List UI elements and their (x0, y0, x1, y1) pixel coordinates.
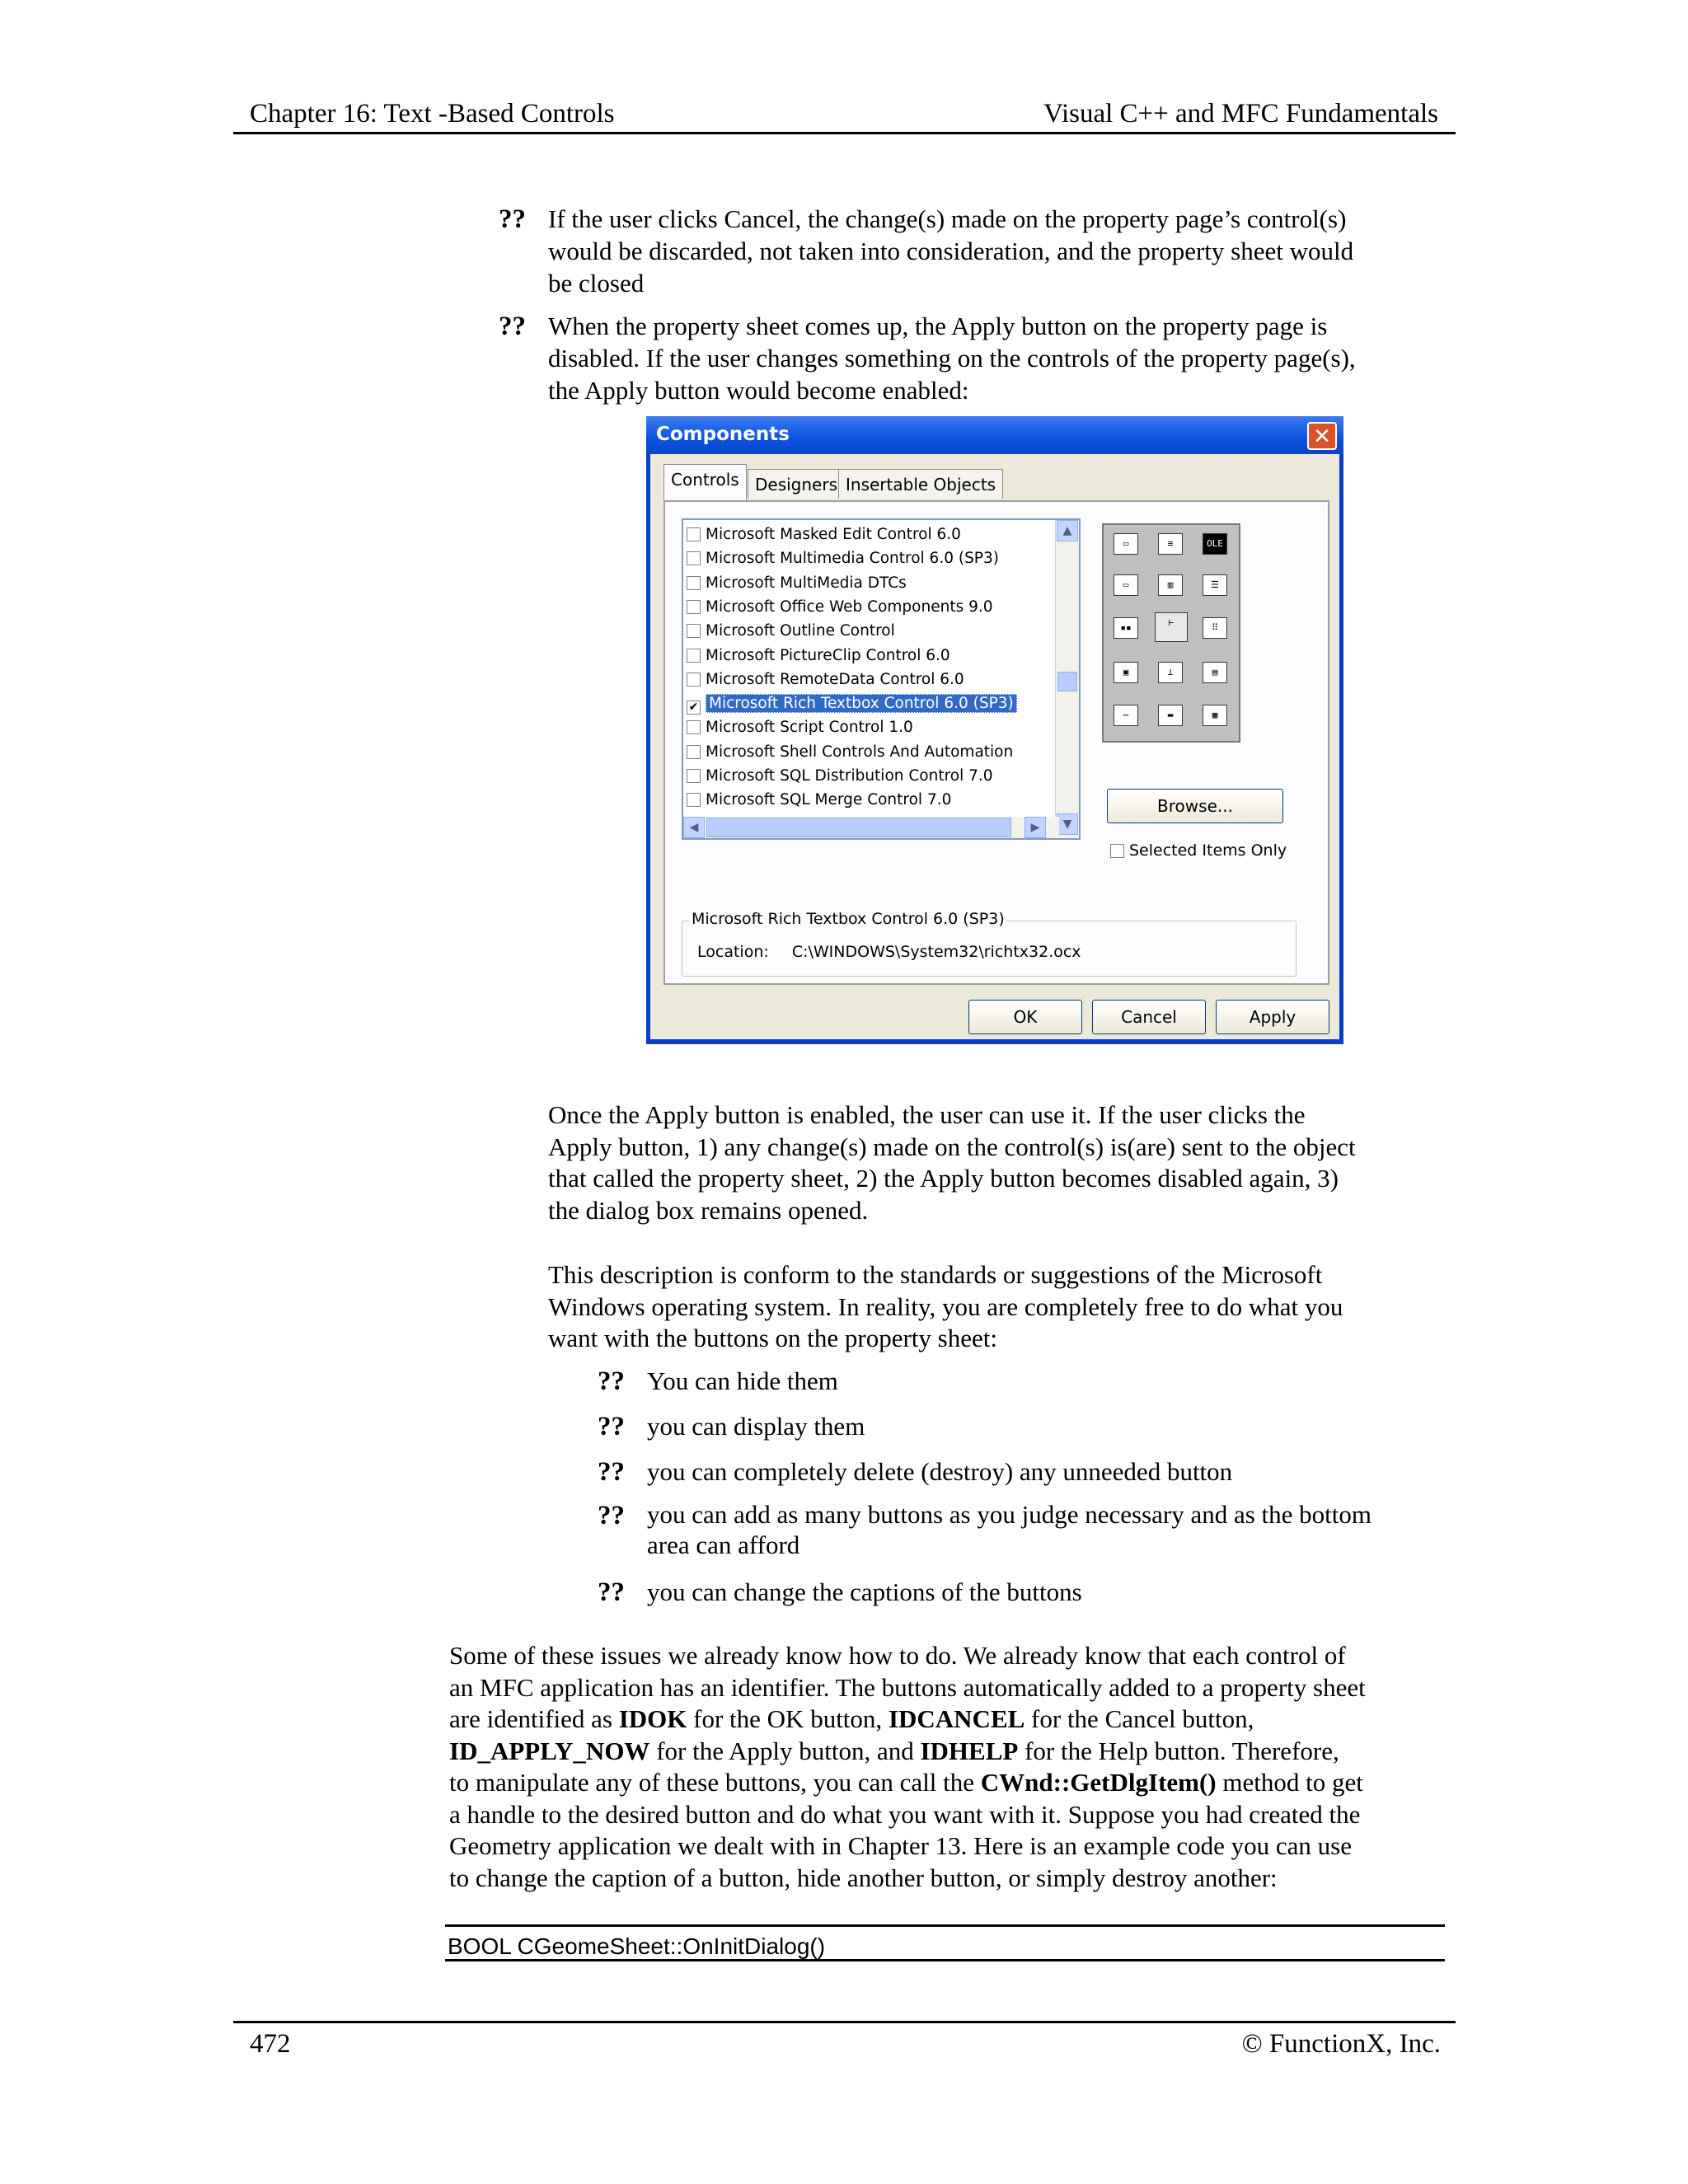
text-span: for the Help button. Therefore, (1018, 1736, 1339, 1765)
text-line: When the property sheet comes up, the Apply button on the property page is (548, 312, 1328, 340)
bullet-glyph: ?? (499, 204, 526, 234)
bullet-captions (647, 1576, 1441, 1608)
code-line: BOOL CGeomeSheet::OnInitDialog() (448, 1933, 826, 1959)
bullet-delete (647, 1455, 1441, 1488)
text-line: disabled. If the user changes something on the controls of the property page(s), (548, 344, 1356, 373)
location-label: Location: (697, 943, 769, 961)
list-item[interactable] (687, 620, 895, 643)
tab-controls[interactable]: Controls (663, 464, 747, 500)
text-line: area can afford (647, 1530, 800, 1559)
bullet-glyph: ?? (598, 1457, 625, 1487)
bullet-glyph: ?? (598, 1501, 625, 1530)
checkbox[interactable] (687, 600, 701, 614)
text-line: Apply button, 1) any change(s) made on the control(s) is(are) sent to the object (548, 1132, 1356, 1161)
paragraph-identifiers (449, 1640, 1441, 1894)
apply-button[interactable]: Apply (1216, 1000, 1329, 1034)
checkbox[interactable] (687, 793, 701, 807)
list-item-label: Microsoft Multimedia Control 6.0 (SP3) (706, 550, 999, 568)
scroll-down-icon[interactable]: ▼ (1057, 813, 1078, 835)
dialog-titlebar (646, 416, 1343, 454)
bullet-cancel (548, 203, 1441, 299)
palette-item-icon: ▥ (1158, 574, 1183, 596)
palette-item-icon: ▣ (1114, 662, 1138, 683)
running-header-chapter: Chapter 16: Text -Based Controls (250, 99, 615, 129)
group-legend: Microsoft Rich Textbox Control 6.0 (SP3) (689, 910, 1007, 928)
list-item-label: Microsoft RemoteData Control 6.0 (706, 670, 964, 688)
palette-item-icon: ▭ (1114, 574, 1138, 596)
checkbox[interactable] (687, 551, 701, 565)
checkbox[interactable] (687, 527, 701, 541)
scroll-up-icon[interactable]: ▲ (1057, 520, 1078, 541)
text-line: If the user clicks Cancel, the change(s) made on the property page’s control(s) (548, 204, 1347, 233)
list-item-label: Microsoft Office Web Components 9.0 (706, 598, 993, 616)
list-item-label: Microsoft Masked Edit Control 6.0 (706, 526, 961, 543)
getdlgitem-method: CWnd::GetDlgItem() (980, 1768, 1217, 1797)
dialog-body (650, 454, 1339, 1039)
ok-button[interactable]: OK (968, 1000, 1082, 1034)
text-line (449, 1767, 1441, 1799)
selected-items-only[interactable] (1110, 841, 1287, 860)
text-line: would be discarded, not taken into consideration, and the property sheet would (548, 237, 1354, 265)
copyright: © FunctionX, Inc. (1241, 2029, 1441, 2059)
bullet-glyph: ?? (499, 312, 526, 341)
text-line: you can completely delete (destroy) any unneeded button (647, 1457, 1233, 1486)
list-item-label: Microsoft SQL Distribution Control 7.0 (706, 767, 993, 785)
dialog-title: Components (656, 424, 790, 445)
text-line: Some of these issues we already know how to do. We already know that each control of (449, 1641, 1346, 1670)
list-item-label: Microsoft SQL Merge Control 7.0 (706, 791, 952, 809)
tree-icon: ⊢ (1155, 612, 1188, 642)
checkbox[interactable] (687, 624, 701, 638)
location-value: C:\WINDOWS\System32\richtx32.ocx (791, 943, 1081, 961)
components-list[interactable] (682, 518, 1081, 840)
text-line: Geometry application we dealt with in Chapter 13. Here is an example code you can use (449, 1831, 1352, 1860)
list-item-label: Microsoft Rich Textbox Control 6.0 (SP3) (706, 694, 1017, 713)
list-item[interactable] (687, 741, 1013, 764)
list-item[interactable] (687, 644, 950, 668)
hscroll-thumb[interactable] (706, 818, 1011, 837)
scroll-right-icon[interactable]: ▶ (1025, 817, 1046, 838)
palette-item-icon: ⊥ (1158, 662, 1183, 683)
checked-checkbox-icon[interactable]: ✔ (687, 701, 701, 715)
cancel-button[interactable]: Cancel (1092, 1000, 1206, 1034)
list-item-label: Microsoft Outline Control (706, 622, 895, 640)
checkbox[interactable] (687, 769, 701, 783)
palette-item-icon: ☰ (1203, 574, 1227, 596)
text-line: you can add as many buttons as you judge necessary and as the bottom (647, 1500, 1372, 1529)
components-dialog (646, 416, 1343, 1044)
bullet-display (647, 1410, 1441, 1442)
text-line: You can hide them (647, 1366, 838, 1395)
text-line: This description is conform to the standards or suggestions of the Microsoft (548, 1260, 1323, 1289)
checkbox[interactable] (687, 576, 701, 590)
list-item-label: Microsoft MultiMedia DTCs (706, 574, 907, 592)
horizontal-scrollbar[interactable] (683, 817, 1059, 838)
bullet-glyph: ?? (598, 1577, 625, 1607)
code-top-rule (445, 1924, 1445, 1927)
text-line: to change the caption of a button, hide another button, or simply destroy another: (449, 1863, 1278, 1892)
scroll-thumb[interactable] (1057, 672, 1077, 691)
vertical-scrollbar[interactable] (1055, 520, 1079, 838)
text-span: for the Apply button, and (649, 1736, 921, 1765)
bullet-add (647, 1499, 1441, 1560)
text-span: are identified as (449, 1704, 619, 1733)
page-number: 472 (250, 2029, 291, 2059)
paragraph-apply-enabled (548, 1099, 1441, 1226)
bullet-glyph: ?? (598, 1366, 625, 1396)
tab-panel (663, 500, 1329, 985)
id-apply-now-identifier: ID_APPLY_NOW (449, 1736, 650, 1765)
bullet-glyph: ?? (598, 1412, 625, 1441)
palette-item-icon: ▦ (1203, 705, 1227, 726)
list-item-label: Microsoft Script Control 1.0 (706, 719, 913, 737)
selected-items-only-checkbox[interactable] (1110, 844, 1124, 858)
close-button[interactable]: ✕ (1307, 422, 1337, 450)
text-line: the dialog box remains opened. (548, 1195, 869, 1225)
list-item[interactable] (687, 668, 964, 691)
idhelp-identifier: IDHELP (920, 1736, 1019, 1765)
text-line: you can display them (647, 1412, 865, 1441)
text-line (449, 1704, 1441, 1736)
text-line (449, 1736, 1441, 1768)
checkbox[interactable] (687, 745, 701, 759)
component-info-group (682, 910, 1296, 977)
checkbox[interactable] (687, 649, 701, 663)
tab-insertable-objects[interactable]: Insertable Objects (838, 469, 1003, 499)
list-item[interactable] (687, 572, 907, 595)
controls-palette (1102, 523, 1240, 743)
code-bottom-rule (445, 1959, 1445, 1961)
browse-button[interactable]: Browse... (1107, 789, 1283, 823)
idok-identifier: IDOK (618, 1704, 687, 1733)
palette-item-icon: ⋯ (1114, 705, 1138, 726)
paragraph-description (548, 1259, 1441, 1355)
list-item[interactable] (687, 789, 951, 812)
palette-item-icon: ▤ (1203, 662, 1227, 683)
text-line: you can change the captions of the buttons (647, 1577, 1082, 1606)
list-item[interactable] (687, 596, 993, 619)
palette-item-icon: ▪▪ (1114, 617, 1138, 639)
list-item[interactable] (687, 716, 913, 739)
bullet-apply (548, 310, 1441, 406)
text-line: the Apply button would become enabled: (548, 376, 969, 405)
running-header-book: Visual C++ and MFC Fundamentals (1043, 99, 1438, 129)
checkbox[interactable] (687, 720, 701, 734)
palette-item-icon: ▭ (1114, 533, 1138, 555)
scroll-left-icon[interactable]: ◀ (683, 817, 705, 838)
text-line: Once the Apply button is enabled, the user can use it. If the user clicks the (548, 1100, 1306, 1129)
palette-item-icon: ▬ (1158, 705, 1183, 726)
text-span: to manipulate any of these buttons, you can call the (449, 1768, 981, 1797)
location-row (697, 943, 1081, 961)
list-item[interactable] (687, 547, 999, 570)
header-rule (233, 132, 1456, 134)
bullet-hide (647, 1365, 1441, 1397)
idcancel-identifier: IDCANCEL (888, 1704, 1025, 1733)
list-item-label: Microsoft Shell Controls And Automation (706, 743, 1014, 761)
checkbox[interactable] (687, 673, 701, 687)
ole-icon: OLE (1203, 533, 1227, 555)
list-item[interactable] (687, 523, 961, 546)
palette-item-icon: ≡ (1158, 533, 1183, 555)
text-span: method to get (1216, 1768, 1363, 1797)
text-line: Windows operating system. In reality, you are completely free to do what you (548, 1291, 1343, 1321)
palette-item-icon: ⠿ (1203, 617, 1227, 639)
selected-items-only-label: Selected Items Only (1129, 841, 1287, 860)
text-line: that called the property sheet, 2) the Apply button becomes disabled again, 3) (548, 1164, 1339, 1193)
text-span: for the Cancel button, (1025, 1704, 1254, 1733)
footer-rule (233, 2021, 1456, 2023)
text-line: an MFC application has an identifier. The buttons automatically added to a property sheet (449, 1672, 1366, 1702)
text-line: want with the buttons on the property sheet: (548, 1324, 997, 1352)
tab-designers[interactable]: Designers (748, 469, 845, 499)
text-line: a handle to the desired button and do what you want with it. Suppose you had created the (449, 1799, 1361, 1829)
list-item[interactable] (687, 765, 993, 788)
list-item[interactable] (687, 692, 1017, 715)
text-span: for the OK button, (687, 1704, 889, 1733)
list-item-label: Microsoft PictureClip Control 6.0 (706, 646, 950, 664)
text-line: be closed (548, 269, 645, 298)
